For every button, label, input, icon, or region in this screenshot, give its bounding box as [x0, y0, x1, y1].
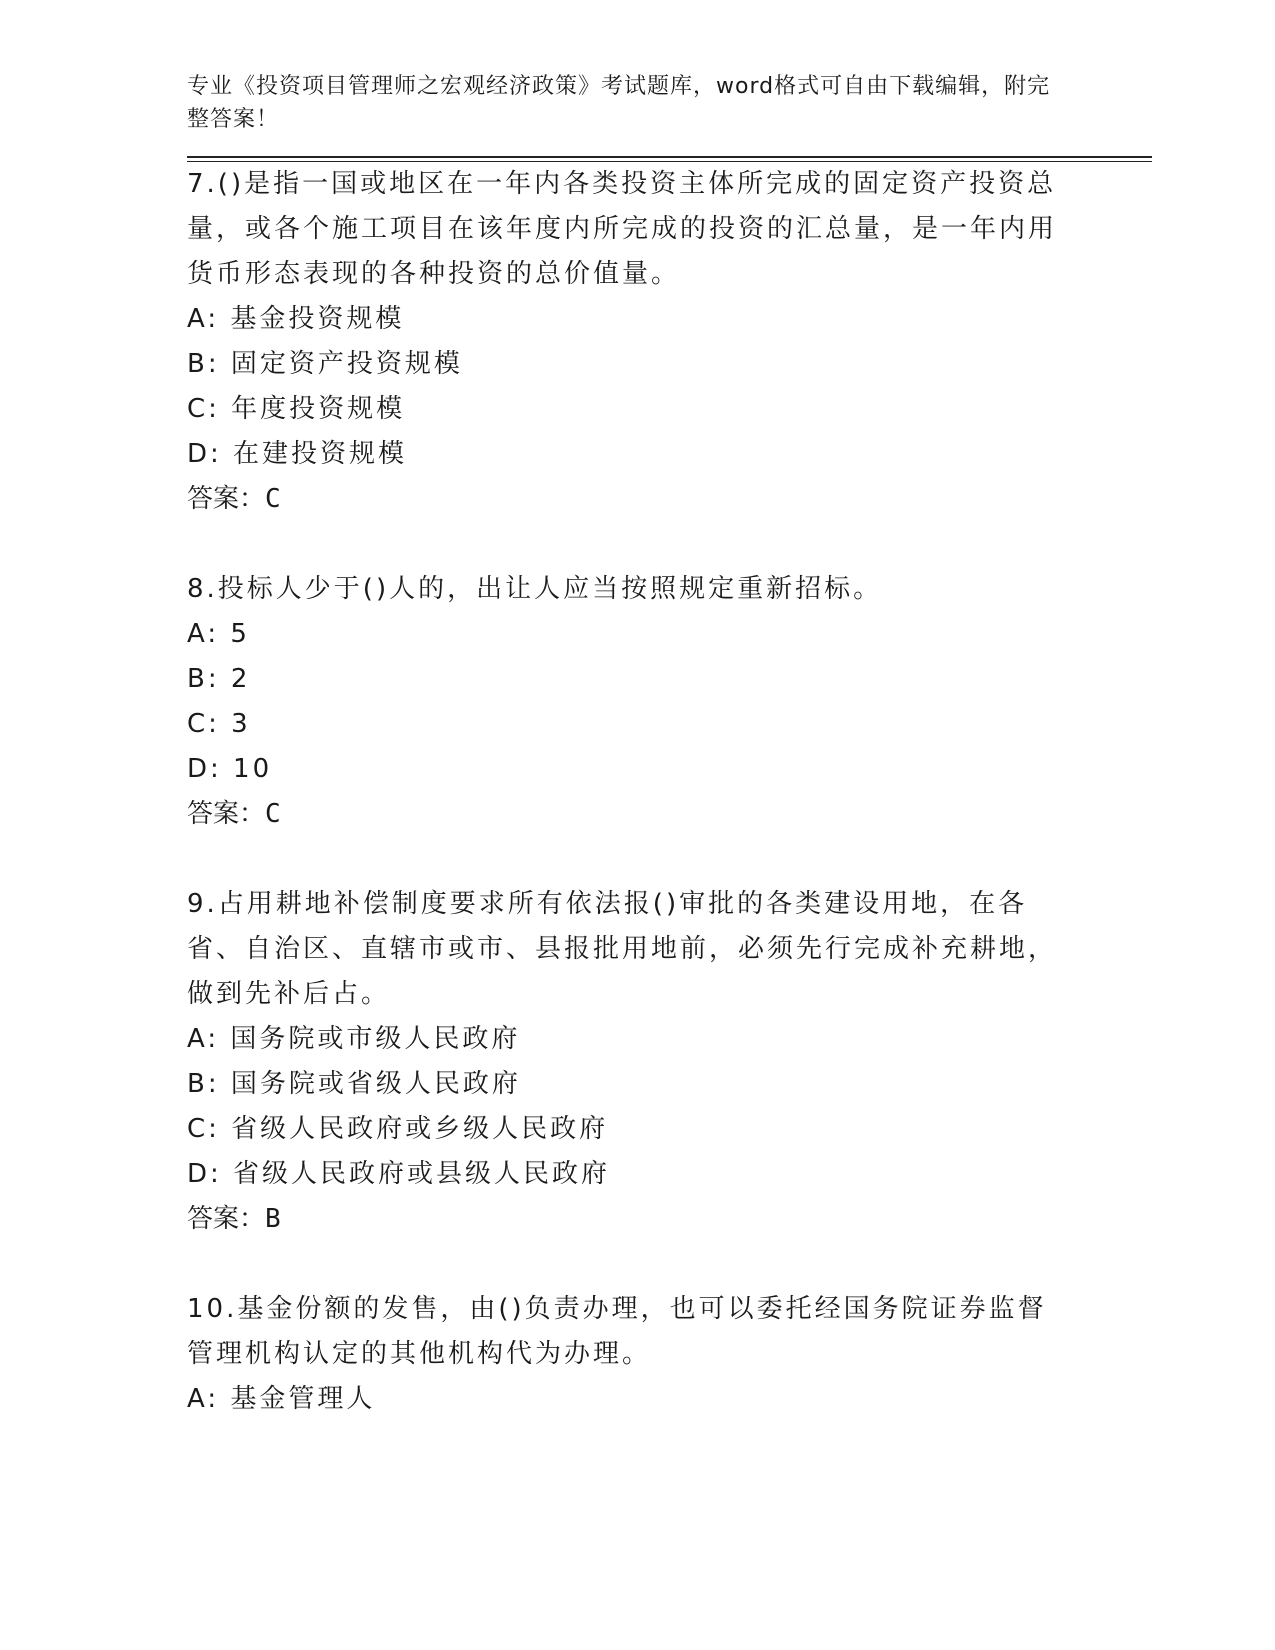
option-b: B: 2 — [187, 664, 251, 694]
option-a: A: 基金投资规模 — [187, 304, 405, 334]
spacer — [187, 522, 1147, 567]
option-c: C: 年度投资规模 — [187, 394, 406, 424]
option-a: A: 基金管理人 — [187, 1384, 376, 1414]
option-a: A: 5 — [187, 619, 250, 649]
question-9 — [187, 882, 1147, 1242]
answer-value: C — [265, 484, 281, 514]
answer-value: C — [265, 799, 281, 829]
answer-line — [187, 792, 1147, 837]
option-d: D: 省级人民政府或县级人民政府 — [187, 1159, 611, 1189]
answer-line — [187, 1197, 1147, 1242]
option-c: C: 3 — [187, 709, 251, 739]
question-stem: 7.()是指一国或地区在一年内各类投资主体所完成的固定资产投资总量，或各个施工项目在该年度内所完成的投资的汇总量，是一年内用货币形态表现的各种投资的总价值量。 — [187, 169, 1058, 289]
spacer — [187, 1242, 1147, 1287]
spacer — [187, 837, 1147, 882]
answer-line — [187, 477, 1147, 522]
question-stem: 10.基金份额的发售，由()负责办理，也可以委托经国务院证券监督管理机构认定的其他机构代为办理。 — [187, 1294, 1047, 1369]
answer-label: 答案： — [187, 799, 266, 829]
option-a: A: 国务院或市级人民政府 — [187, 1024, 521, 1054]
document-page — [187, 70, 1147, 1422]
question-10 — [187, 1287, 1147, 1422]
answer-label: 答案： — [187, 484, 266, 514]
answer-value: B — [265, 1204, 281, 1234]
question-8 — [187, 567, 1147, 837]
question-7 — [187, 162, 1147, 522]
option-d: D: 10 — [187, 754, 273, 784]
option-c: C: 省级人民政府或乡级人民政府 — [187, 1114, 609, 1144]
document-header: 专业《投资项目管理师之宏观经济政策》考试题库，word格式可自由下载编辑，附完整答案！ — [187, 74, 1051, 132]
option-b: B: 固定资产投资规模 — [187, 349, 463, 379]
option-b: B: 国务院或省级人民政府 — [187, 1069, 521, 1099]
question-stem: 9.占用耕地补偿制度要求所有依法报()审批的各类建设用地，在各省、自治区、直辖市或市、县报批用地前，必须先行完成补充耕地，做到先补后占。 — [187, 889, 1058, 1009]
header-rule-thick — [187, 156, 1152, 158]
answer-label: 答案： — [187, 1204, 266, 1234]
option-d: D: 在建投资规模 — [187, 439, 408, 469]
question-stem: 8.投标人少于()人的，出让人应当按照规定重新招标。 — [187, 574, 883, 604]
